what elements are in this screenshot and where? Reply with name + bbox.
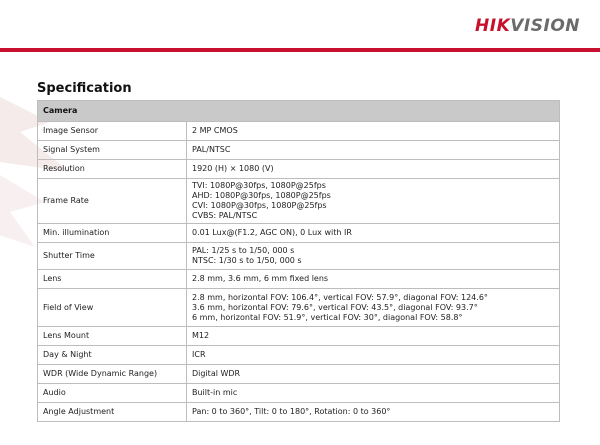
header (0, 0, 600, 48)
spec-value (187, 327, 560, 346)
spec-label: Image Sensor (38, 122, 187, 141)
table-row (38, 365, 560, 384)
table-row (38, 243, 560, 270)
spec-label: Angle Adjustment (38, 403, 187, 422)
spec-value (187, 270, 560, 289)
table-row (38, 122, 560, 141)
spec-value-line: M12 (192, 331, 210, 340)
spec-value (187, 365, 560, 384)
spec-value-line: 1920 (H) × 1080 (V) (192, 164, 274, 173)
table-row (38, 384, 560, 403)
spec-value-line: CVI: 1080P@30fps, 1080P@25fps (192, 201, 327, 210)
logo-part-hik: HIK (475, 16, 511, 36)
page-title: Specification (37, 81, 132, 96)
table-row (38, 289, 560, 327)
spec-value (187, 141, 560, 160)
spec-label: Day & Night (38, 346, 187, 365)
spec-value (187, 179, 560, 224)
spec-value (187, 122, 560, 141)
hikvision-logo (475, 16, 580, 36)
spec-value-line: 2.8 mm, horizontal FOV: 106.4°, vertical FOV: 57.9°, diagonal FOV: 124.6° (192, 292, 488, 302)
spec-value-line: CVBS: PAL/NTSC (192, 211, 258, 220)
spec-label: Lens (38, 270, 187, 289)
table-row (38, 141, 560, 160)
table-row (38, 327, 560, 346)
spec-value-line: ICR (192, 350, 206, 359)
spec-value-line: 2 MP CMOS (192, 126, 238, 135)
spec-value (187, 403, 560, 422)
spec-value (187, 160, 560, 179)
spec-label: Min. illumination (38, 224, 187, 243)
spec-value-line: 6 mm, horizontal FOV: 51.9°, vertical FOV: 30°, diagonal FOV: 58.8° (192, 312, 463, 322)
header-red-line (0, 48, 600, 52)
spec-value-line: 0.01 Lux@(F1.2, AGC ON), 0 Lux with IR (192, 228, 352, 237)
spec-value-line: 3.6 mm, horizontal FOV: 79.6°, vertical FOV: 43.5°, diagonal FOV: 93.7° (192, 302, 478, 312)
table-row (38, 179, 560, 224)
table-row (38, 270, 560, 289)
spec-label: Shutter Time (38, 243, 187, 270)
spec-value-line: 2.8 mm, 3.6 mm, 6 mm fixed lens (192, 274, 329, 283)
spec-value-line: PAL/NTSC (192, 145, 231, 154)
spec-label: Field of View (38, 289, 187, 327)
spec-table (37, 100, 560, 422)
spec-value-line: PAL: 1/25 s to 1/50, 000 s (192, 246, 295, 255)
logo-part-vision: VISION (510, 16, 580, 36)
spec-value (187, 346, 560, 365)
table-row (38, 346, 560, 365)
spec-label: Signal System (38, 141, 187, 160)
spec-value (187, 384, 560, 403)
table-row (38, 224, 560, 243)
spec-label: Lens Mount (38, 327, 187, 346)
spec-value-line: Built-in mic (192, 388, 238, 397)
spec-label: Frame Rate (38, 179, 187, 224)
table-row (38, 160, 560, 179)
spec-value (187, 289, 560, 327)
spec-value-line: AHD: 1080P@30fps, 1080P@25fps (192, 191, 331, 200)
section-label: Camera (38, 101, 560, 122)
spec-label: WDR (Wide Dynamic Range) (38, 365, 187, 384)
spec-value (187, 224, 560, 243)
spec-label: Audio (38, 384, 187, 403)
spec-value (187, 243, 560, 270)
spec-value-line: Pan: 0 to 360°, Tilt: 0 to 180°, Rotation: 0 to 360° (192, 407, 391, 416)
section-row-camera (38, 101, 560, 122)
spec-value-line: NTSC: 1/30 s to 1/50, 000 s (192, 256, 302, 265)
spec-value-line: TVI: 1080P@30fps, 1080P@25fps (192, 181, 326, 190)
spec-label: Resolution (38, 160, 187, 179)
table-row (38, 403, 560, 422)
spec-value-line: Digital WDR (192, 369, 241, 378)
